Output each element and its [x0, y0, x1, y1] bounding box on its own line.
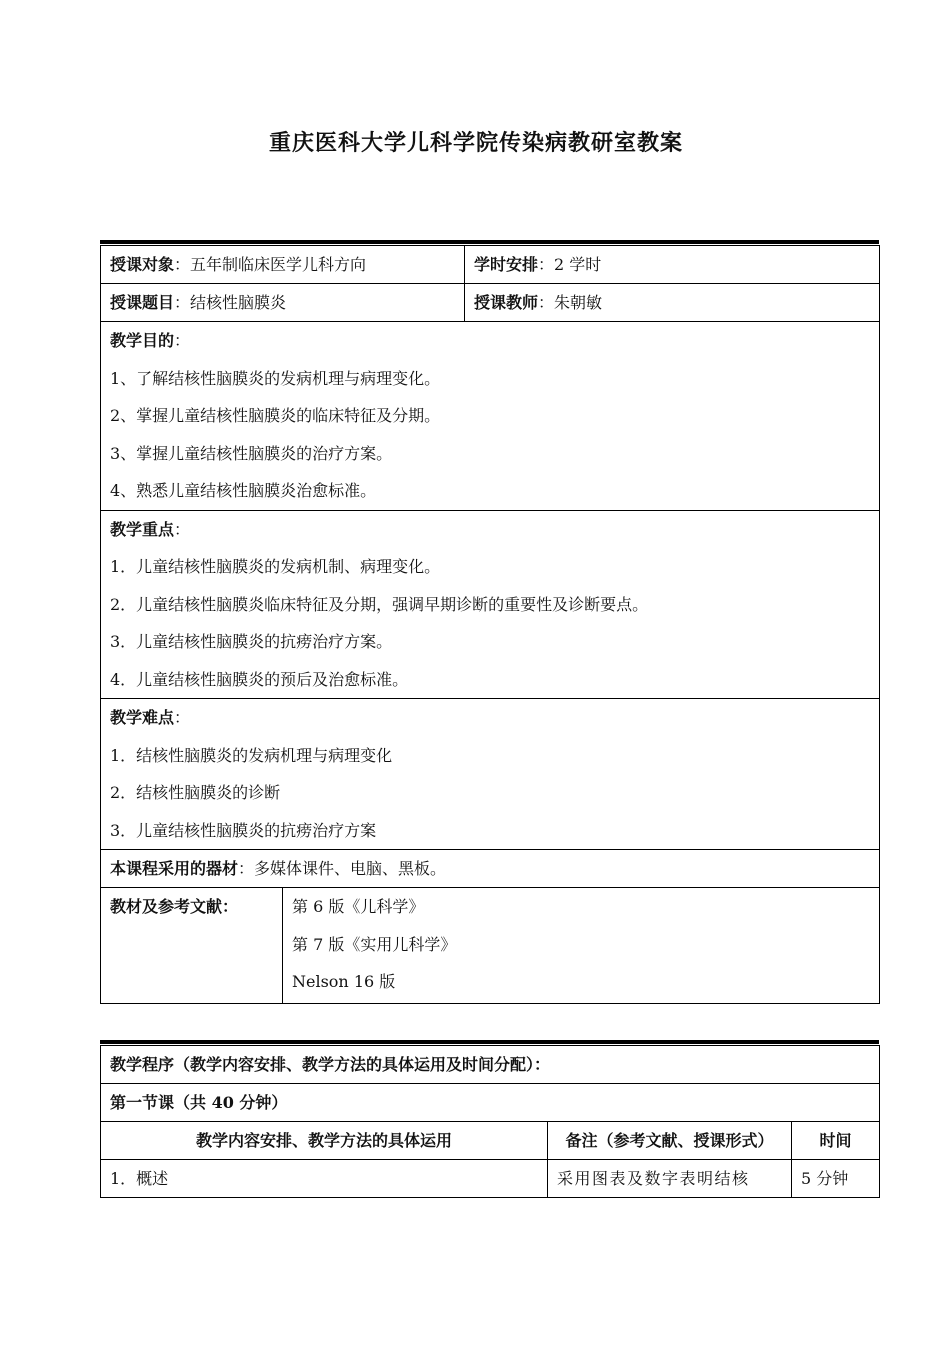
difficulty-item: 2．结核性脑膜炎的诊断	[110, 783, 281, 802]
col-time-header: 时间	[792, 1122, 880, 1160]
teacher-cell	[465, 284, 880, 322]
equipment-label: 本课程采用的器材	[110, 859, 239, 878]
references-row	[101, 888, 880, 1004]
references-label: 教材及参考文献：	[110, 897, 239, 916]
difficulties-row	[101, 699, 880, 850]
col-content-header: 教学内容安排、教学方法的具体运用	[101, 1122, 548, 1160]
table-row	[101, 1160, 880, 1198]
objectives-colon: ：	[174, 331, 191, 350]
procedure-heading-row	[101, 1046, 880, 1084]
audience-value: ：五年制临床医学儿科方向	[174, 255, 367, 274]
audience-cell	[101, 246, 465, 284]
page-title: 重庆医科大学儿科学院传染病教研室教案	[268, 130, 683, 156]
equipment-cell	[101, 850, 880, 888]
procedure-header-row	[101, 1122, 880, 1160]
key-point-item: 3．儿童结核性脑膜炎的抗痨治疗方案。	[110, 632, 393, 651]
row-time: 5 分钟	[792, 1160, 880, 1198]
key-points-cell	[101, 510, 880, 699]
table-top-rule	[100, 240, 879, 244]
objectives-heading: 教学目的	[110, 331, 175, 350]
objectives-row	[101, 322, 880, 511]
equipment-row	[101, 850, 880, 888]
procedure-heading: 教学程序（教学内容安排、教学方法的具体运用及时间分配）：	[101, 1046, 880, 1084]
row-content: 1．概述	[101, 1160, 548, 1198]
section-title: 第一节课（共 40 分钟）	[101, 1084, 880, 1122]
section-row	[101, 1084, 880, 1122]
difficulties-cell	[101, 699, 880, 850]
row-notes: 采用图表及数字表明结核	[548, 1160, 792, 1198]
key-points-colon: ：	[174, 519, 191, 539]
references-list-cell	[283, 888, 880, 1004]
hours-value: ：2 学时	[538, 255, 602, 274]
key-point-item: 2．儿童结核性脑膜炎临床特征及分期，强调早期诊断的重要性及诊断要点。	[110, 594, 649, 614]
info-row-2	[101, 284, 880, 322]
lesson-info-table	[100, 245, 880, 1004]
topic-label: 授课题目	[110, 293, 175, 312]
key-point-item: 4．儿童结核性脑膜炎的预后及治愈标准。	[110, 669, 409, 689]
hours-label: 学时安排	[474, 255, 539, 274]
key-point-item: 1．儿童结核性脑膜炎的发病机制、病理变化。	[110, 557, 441, 576]
procedure-table	[100, 1045, 880, 1198]
procedure-table-top-rule	[100, 1040, 879, 1044]
teacher-label: 授课教师	[474, 293, 539, 312]
info-row-1	[101, 246, 880, 284]
topic-cell	[101, 284, 465, 322]
objective-item: 1、了解结核性脑膜炎的发病机理与病理变化。	[110, 368, 441, 388]
objective-item: 3、掌握儿童结核性脑膜炎的治疗方案。	[110, 443, 393, 463]
objectives-cell	[101, 322, 880, 511]
col-notes-header: 备注（参考文献、授课形式）	[548, 1122, 792, 1160]
objective-item: 4、熟悉儿童结核性脑膜炎治愈标准。	[110, 481, 377, 500]
objective-item: 2、掌握儿童结核性脑膜炎的临床特征及分期。	[110, 406, 441, 425]
difficulty-item: 1．结核性脑膜炎的发病机理与病理变化	[110, 745, 393, 765]
teacher-value: ：朱朝敏	[538, 293, 603, 312]
hours-cell	[465, 246, 880, 284]
topic-value: ：结核性脑膜炎	[174, 293, 287, 312]
audience-label: 授课对象	[110, 255, 175, 274]
equipment-value: ：多媒体课件、电脑、黑板。	[238, 859, 447, 878]
reference-item: 第 7 版《实用儿科学》	[292, 934, 457, 954]
key-points-heading: 教学重点	[110, 519, 175, 539]
difficulties-colon: ：	[174, 708, 191, 727]
references-label-cell	[101, 888, 283, 1004]
key-points-row	[101, 510, 880, 699]
reference-item: 第 6 版《儿科学》	[292, 897, 425, 916]
reference-item: Nelson 16 版	[292, 972, 396, 991]
difficulty-item: 3．儿童结核性脑膜炎的抗痨治疗方案	[110, 820, 377, 840]
difficulties-heading: 教学难点	[110, 708, 175, 727]
